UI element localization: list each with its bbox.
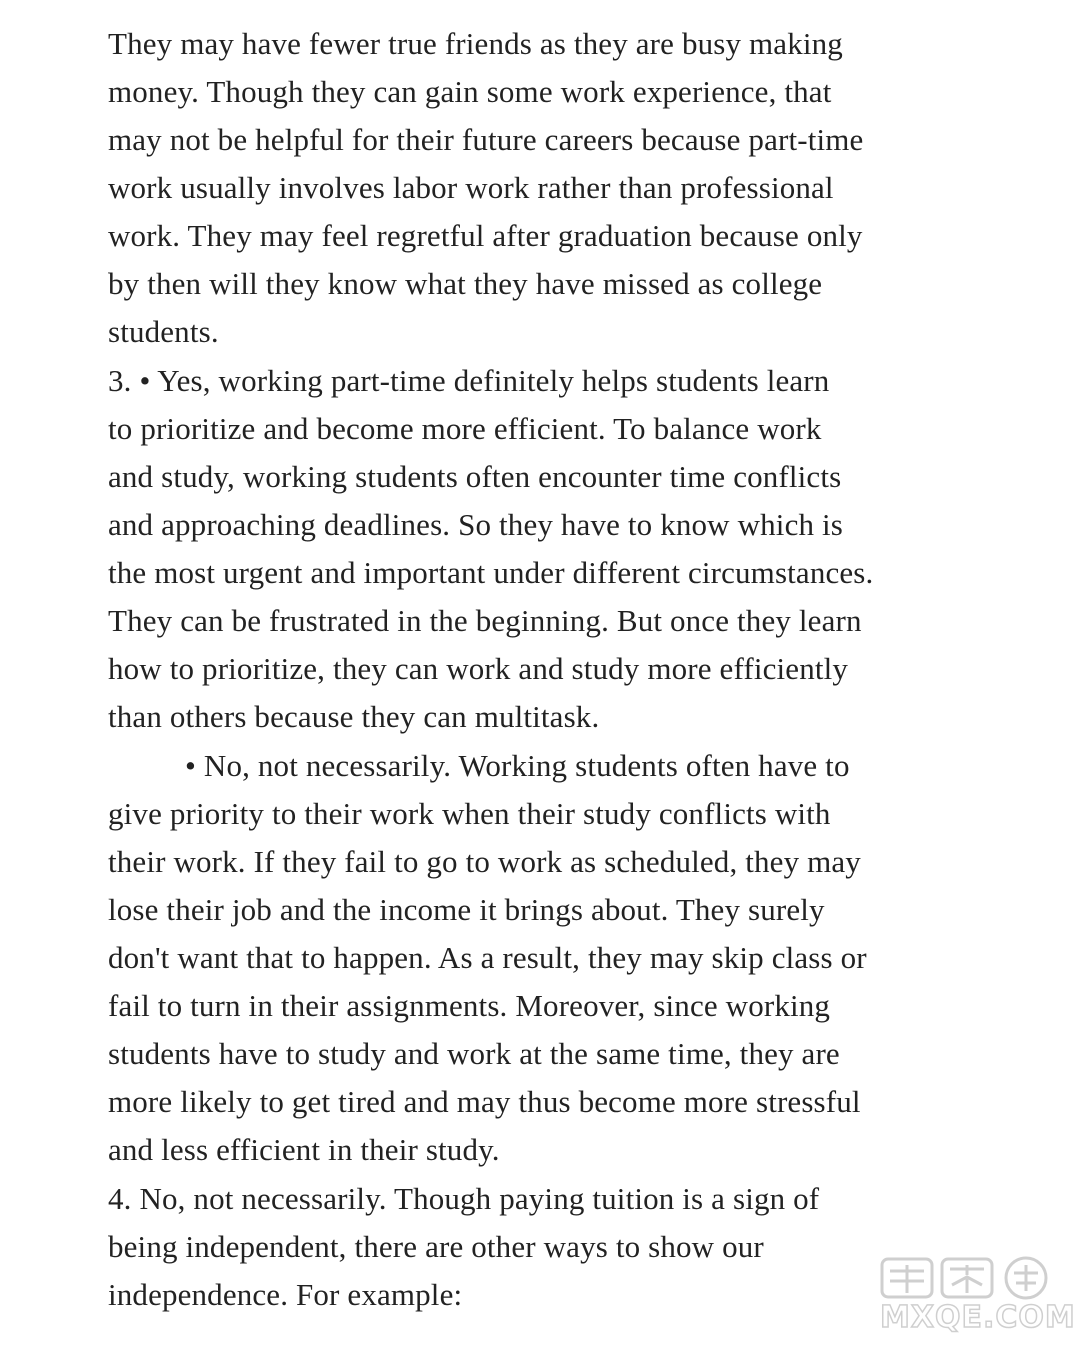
text-line: don't want that to happen. As a result, they may skip class or bbox=[108, 940, 867, 975]
text-line: than others because they can multitask. bbox=[108, 699, 600, 734]
text-line: 3. • Yes, working part-time definitely helps students learn bbox=[108, 363, 830, 398]
text-line: They can be frustrated in the beginning. But once they learn bbox=[108, 603, 862, 638]
text-line: money. Though they can gain some work experience, that bbox=[108, 74, 832, 109]
text-line: work. They may feel regretful after graduation because only bbox=[108, 218, 863, 253]
text-line: They may have fewer true friends as they are busy making bbox=[108, 26, 843, 61]
text-line: to prioritize and become more efficient. To balance work bbox=[108, 411, 822, 446]
watermark bbox=[876, 1253, 1076, 1343]
text-line: and less efficient in their study. bbox=[108, 1132, 500, 1167]
text-line: • No, not necessarily. Working students often have to bbox=[185, 748, 850, 783]
text-line: lose their job and the income it brings about. They surely bbox=[108, 892, 825, 927]
text-line: their work. If they fail to go to work as scheduled, they may bbox=[108, 844, 861, 879]
watermark-text: MXQE.COM bbox=[880, 1300, 1076, 1335]
text-line: and study, working students often encounter time conflicts bbox=[108, 459, 842, 494]
text-line: fail to turn in their assignments. Moreover, since working bbox=[108, 988, 831, 1023]
text-line: give priority to their work when their study conflicts with bbox=[108, 796, 831, 831]
text-line: may not be helpful for their future careers because part-time bbox=[108, 122, 864, 157]
text-line: and approaching deadlines. So they have to know which is bbox=[108, 507, 844, 542]
text-line: work usually involves labor work rather than professional bbox=[108, 170, 834, 205]
text-line: students have to study and work at the same time, they are bbox=[108, 1036, 840, 1071]
text-line: independence. For example: bbox=[108, 1277, 463, 1312]
text-line: by then will they know what they have missed as college bbox=[108, 266, 823, 301]
watermark-logo-icon bbox=[876, 1253, 1066, 1301]
text-line: students. bbox=[108, 314, 219, 349]
text-line: the most urgent and important under different circumstances. bbox=[108, 555, 874, 590]
text-line: being independent, there are other ways to show our bbox=[108, 1229, 764, 1264]
text-line: how to prioritize, they can work and study more efficiently bbox=[108, 651, 849, 686]
text-line: more likely to get tired and may thus become more stressful bbox=[108, 1084, 861, 1119]
text-line: 4. No, not necessarily. Though paying tuition is a sign of bbox=[108, 1181, 820, 1216]
